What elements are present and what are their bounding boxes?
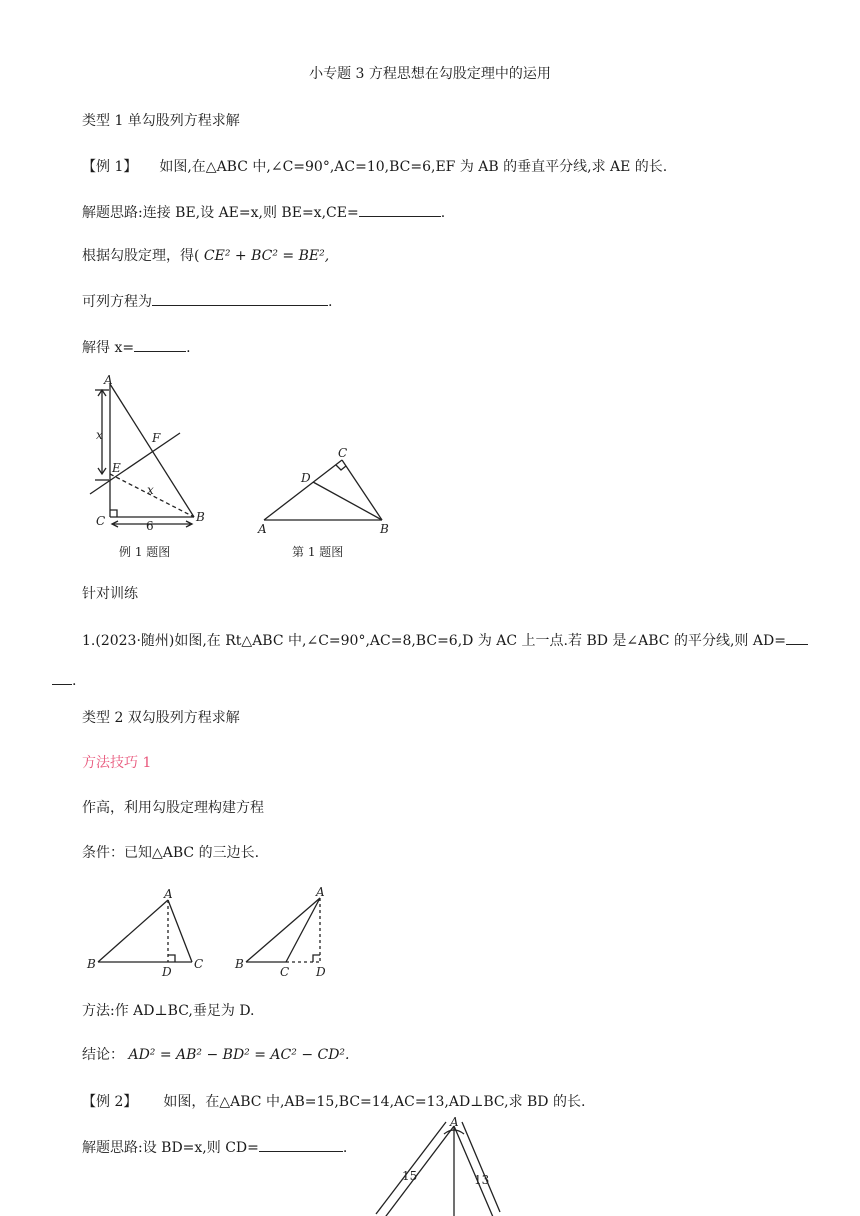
fig1-label-c: C	[96, 514, 106, 528]
fig5-label-a: A	[450, 1115, 459, 1129]
example1-tag: 【例 1】	[82, 159, 138, 175]
example2-figure	[370, 1114, 510, 1216]
practice1-figure	[250, 440, 400, 564]
example1-text: 如图,在△ABC 中,∠C=90°,AC=10,BC=6,EF 为 AB 的垂直平分线,求 AE 的长.	[159, 159, 668, 175]
altitude-outside-figure	[230, 884, 340, 980]
example2-hint	[82, 1137, 347, 1158]
example1-hint3	[82, 291, 332, 312]
answer-blank-cd[interactable]	[259, 1137, 343, 1152]
fig2-label-b: B	[380, 522, 389, 536]
fig1-caption: 例 1 题图	[119, 545, 171, 559]
hint2-math: CE² + BC² = BE²,	[203, 248, 330, 264]
fig3-label-d: D	[162, 965, 172, 979]
altitude-inside-figure	[82, 884, 212, 980]
method-condition: 条件：已知△ABC 的三边长.	[82, 845, 260, 861]
example1-hint1	[82, 202, 445, 223]
section-heading-type1: 类型 1 单勾股列方程求解	[82, 113, 240, 129]
fig2-label-d: D	[301, 471, 311, 485]
method-statement: 方法:作 AD⊥BC,垂足为 D.	[82, 1003, 255, 1019]
fig1-label-e: E	[112, 461, 121, 475]
answer-blank-equation[interactable]	[152, 291, 328, 306]
answer-blank-ad-start[interactable]	[786, 630, 808, 645]
section-heading-type2: 类型 2 双勾股列方程求解	[82, 710, 240, 726]
practice-q1-continued	[52, 670, 76, 691]
example1-hint4	[82, 337, 191, 358]
hint3-end: .	[328, 294, 333, 310]
fig3-label-c: C	[194, 957, 204, 971]
fig1-label-x1: x	[96, 428, 103, 442]
fig1-label-b: B	[196, 510, 205, 524]
fig2-caption: 第 1 题图	[292, 545, 344, 559]
fig2-label-a: A	[258, 522, 267, 536]
example2-hint-text: 解题思路:设 BD=x,则 CD=	[82, 1140, 259, 1156]
answer-blank-x[interactable]	[134, 337, 186, 352]
fig3-label-a: A	[164, 887, 173, 901]
practice-q1	[82, 630, 808, 651]
hint4-text: 解得 x=	[82, 340, 135, 356]
example2-tag: 【例 2】	[82, 1094, 138, 1110]
example2-hint-end: .	[342, 1140, 348, 1156]
hint4-end: .	[186, 340, 191, 356]
conclusion-math: AD² = AB² − BD² = AC² − CD².	[128, 1047, 350, 1063]
method-conclusion	[82, 1045, 350, 1065]
fig4-label-c: C	[280, 965, 290, 979]
fig4-label-a: A	[316, 885, 325, 899]
hint1-text: 解题思路:连接 BE,设 AE=x,则 BE=x,CE=	[82, 205, 359, 221]
conclusion-prefix: 结论：	[82, 1047, 124, 1063]
fig3-label-b: B	[87, 957, 96, 971]
method-tip-label: 方法技巧 1	[82, 755, 152, 771]
method-title: 作高，利用勾股定理构建方程	[82, 800, 264, 816]
example1	[82, 157, 667, 177]
fig1-label-f: F	[152, 431, 161, 445]
hint3-text: 可列方程为	[82, 294, 152, 310]
fig5-label-13: 13	[474, 1173, 490, 1187]
example1-hint2	[82, 246, 329, 266]
fig1-label-six: 6	[146, 519, 154, 533]
fig2-label-c: C	[338, 446, 348, 460]
section-heading-practice: 针对训练	[82, 586, 138, 602]
page-title: 小专题 3 方程思想在勾股定理中的运用	[309, 66, 551, 82]
answer-blank-ce[interactable]	[359, 202, 441, 217]
practice-q1-end: .	[72, 673, 77, 689]
answer-blank-ad-end[interactable]	[52, 670, 72, 685]
fig4-label-b: B	[235, 957, 244, 971]
example2	[82, 1092, 585, 1112]
hint1-end: .	[440, 205, 446, 221]
example1-figure	[82, 372, 205, 564]
practice-q1-text: 1.(2023·随州)如图,在 Rt△ABC 中,∠C=90°,AC=8,BC=6,D 为 AC 上一点.若 BD 是∠ABC 的平分线,则 AD=	[82, 633, 786, 649]
fig1-label-a: A	[104, 373, 113, 387]
example2-text: 如图，在△ABC 中,AB=15,BC=14,AC=13,AD⊥BC,求 BD 的长.	[163, 1094, 586, 1110]
fig1-label-x2: x	[147, 483, 154, 497]
fig4-label-d: D	[316, 965, 326, 979]
hint2-prefix: 根据勾股定理，得(	[82, 248, 200, 264]
fig5-label-15: 15	[402, 1169, 418, 1183]
